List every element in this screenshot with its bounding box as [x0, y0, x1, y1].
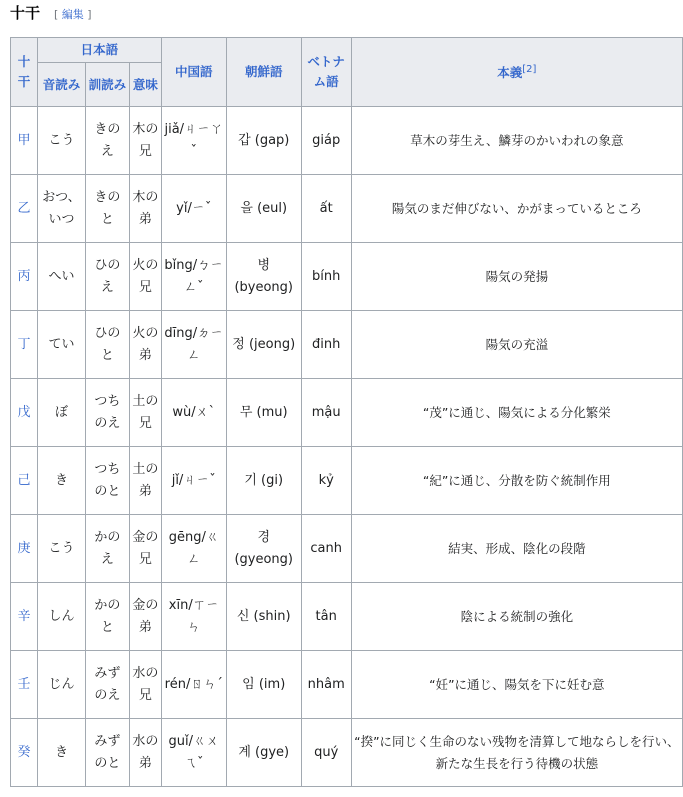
cell-vietnam: bính: [301, 243, 351, 311]
cell-ondoku: ぼ: [37, 379, 85, 447]
header-imi-label: 意味: [132, 76, 158, 92]
cell-hongi: “茂”に通じ、陽気による分化繁栄: [351, 379, 682, 447]
cell-chugokugo: xīn/ㄒㄧㄣ: [161, 583, 226, 651]
cell-vietnam: nhâm: [301, 651, 351, 719]
cell-chosengo: 경 (gyeong): [226, 515, 301, 583]
header-hongi-label: 本義: [497, 65, 523, 81]
cell-vietnam: giáp: [301, 107, 351, 175]
table-row: [11, 243, 683, 311]
cell-hongi: 陽気の発揚: [351, 243, 682, 311]
header-chugokugo-label: 中国語: [175, 64, 213, 79]
header-jikkan-label: 十干: [17, 54, 31, 89]
header-kundoku[interactable]: [85, 63, 129, 107]
cell-chosengo: 을 (eul): [226, 175, 301, 243]
header-hongi: [351, 38, 682, 107]
table-row: [11, 515, 683, 583]
cell-jikkan[interactable]: 癸: [11, 719, 38, 787]
cell-jikkan[interactable]: 丙: [11, 243, 38, 311]
jikkan-table: [10, 37, 683, 787]
cell-hongi: 陰による統制の強化: [351, 583, 682, 651]
cell-jikkan[interactable]: 辛: [11, 583, 38, 651]
cell-imi: 水の弟: [129, 719, 161, 787]
table-row: [11, 311, 683, 379]
cell-kundoku: かのと: [85, 583, 129, 651]
cell-ondoku: てい: [37, 311, 85, 379]
cell-kundoku: ひのえ: [85, 243, 129, 311]
cell-kundoku: みずのと: [85, 719, 129, 787]
cell-vietnam: ất: [301, 175, 351, 243]
header-nihongo[interactable]: [37, 38, 161, 63]
cell-kundoku: つちのと: [85, 447, 129, 515]
cell-hongi: “妊”に通じ、陽気を下に妊む意: [351, 651, 682, 719]
section-title: 十干: [10, 4, 41, 22]
table-row: [11, 719, 683, 787]
hongi-ref-link[interactable]: [2]: [522, 64, 537, 76]
cell-chosengo: 계 (gye): [226, 719, 301, 787]
cell-kundoku: つちのえ: [85, 379, 129, 447]
header-vietnam-label: ベトナム語: [307, 54, 345, 89]
header-imi: [129, 63, 161, 107]
header-chugokugo[interactable]: [161, 38, 226, 107]
cell-ondoku: おつ、いつ: [37, 175, 85, 243]
cell-chosengo: 무 (mu): [226, 379, 301, 447]
cell-chugokugo: jiǎ/ㄐㄧㄚˇ: [161, 107, 226, 175]
cell-imi: 木の弟: [129, 175, 161, 243]
cell-hongi: 結実、形成、陰化の段階: [351, 515, 682, 583]
header-ondoku[interactable]: [37, 63, 85, 107]
cell-chosengo: 신 (shin): [226, 583, 301, 651]
cell-kundoku: ひのと: [85, 311, 129, 379]
cell-imi: 金の兄: [129, 515, 161, 583]
table-row: [11, 651, 683, 719]
header-chosengo-label: 朝鮮語: [244, 64, 283, 79]
cell-hongi: “揆”に同じく生命のない残物を清算して地ならしを行い、新たな生長を行う待機の状態: [351, 719, 682, 787]
header-ondoku-label: 音読み: [42, 76, 81, 92]
cell-ondoku: き: [37, 719, 85, 787]
cell-chugokugo: wù/ㄨˋ: [161, 379, 226, 447]
cell-jikkan[interactable]: 甲: [11, 107, 38, 175]
cell-hongi: 陽気の充溢: [351, 311, 682, 379]
header-jikkan[interactable]: [11, 38, 38, 107]
cell-jikkan[interactable]: 乙: [11, 175, 38, 243]
cell-imi: 土の兄: [129, 379, 161, 447]
cell-kundoku: きのえ: [85, 107, 129, 175]
cell-ondoku: へい: [37, 243, 85, 311]
cell-vietnam: mậu: [301, 379, 351, 447]
cell-jikkan[interactable]: 丁: [11, 311, 38, 379]
cell-chugokugo: yǐ/ㄧˇ: [161, 175, 226, 243]
edit-section: [54, 6, 92, 22]
cell-jikkan[interactable]: 壬: [11, 651, 38, 719]
cell-ondoku: き: [37, 447, 85, 515]
header-vietnam[interactable]: [301, 38, 351, 107]
cell-kundoku: かのえ: [85, 515, 129, 583]
cell-hongi: 草木の芽生え、鱗芽のかいわれの象意: [351, 107, 682, 175]
cell-chugokugo: gēng/ㄍㄥ: [161, 515, 226, 583]
edit-bracket-close: ]: [83, 8, 92, 21]
header-kundoku-label: 訓読み: [88, 76, 127, 92]
cell-hongi: “紀”に通じ、分散を防ぐ統制作用: [351, 447, 682, 515]
cell-jikkan[interactable]: 己: [11, 447, 38, 515]
cell-vietnam: kỷ: [301, 447, 351, 515]
cell-kundoku: みずのえ: [85, 651, 129, 719]
cell-chosengo: 갑 (gap): [226, 107, 301, 175]
section-heading: [10, 2, 92, 24]
header-chosengo[interactable]: [226, 38, 301, 107]
cell-chugokugo: guǐ/ㄍㄨㄟˇ: [161, 719, 226, 787]
edit-link[interactable]: 編集: [61, 8, 84, 21]
cell-chosengo: 병 (byeong): [226, 243, 301, 311]
cell-imi: 火の弟: [129, 311, 161, 379]
cell-chosengo: 임 (im): [226, 651, 301, 719]
table-row: [11, 447, 683, 515]
cell-imi: 火の兄: [129, 243, 161, 311]
table-row: [11, 583, 683, 651]
cell-imi: 土の弟: [129, 447, 161, 515]
cell-imi: 水の兄: [129, 651, 161, 719]
cell-vietnam: quý: [301, 719, 351, 787]
header-nihongo-label: 日本語: [80, 42, 119, 57]
cell-chugokugo: dīng/ㄉㄧㄥ: [161, 311, 226, 379]
edit-bracket-open: [: [54, 8, 62, 21]
cell-ondoku: じん: [37, 651, 85, 719]
cell-chosengo: 기 (gi): [226, 447, 301, 515]
cell-chugokugo: rén/ㄖㄣˊ: [161, 651, 226, 719]
table-row: [11, 379, 683, 447]
cell-chugokugo: bǐng/ㄅㄧㄥˇ: [161, 243, 226, 311]
cell-imi: 木の兄: [129, 107, 161, 175]
cell-vietnam: đinh: [301, 311, 351, 379]
table-row: [11, 175, 683, 243]
cell-hongi: 陽気のまだ伸びない、かがまっているところ: [351, 175, 682, 243]
cell-ondoku: こう: [37, 515, 85, 583]
cell-imi: 金の弟: [129, 583, 161, 651]
cell-vietnam: tân: [301, 583, 351, 651]
cell-jikkan[interactable]: 戊: [11, 379, 38, 447]
cell-vietnam: canh: [301, 515, 351, 583]
cell-jikkan[interactable]: 庚: [11, 515, 38, 583]
cell-ondoku: しん: [37, 583, 85, 651]
cell-chosengo: 정 (jeong): [226, 311, 301, 379]
cell-ondoku: こう: [37, 107, 85, 175]
table-row: [11, 107, 683, 175]
cell-chugokugo: jǐ/ㄐㄧˇ: [161, 447, 226, 515]
cell-kundoku: きのと: [85, 175, 129, 243]
